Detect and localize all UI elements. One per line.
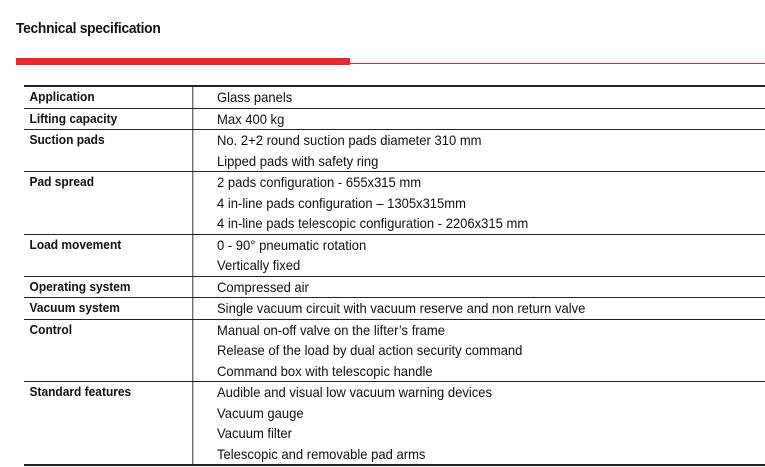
spec-label: Suction pads <box>24 130 193 171</box>
spec-value: Command box with telescopic handle <box>217 362 433 379</box>
spec-value: 0 - 90° pneumatic rotation <box>217 236 367 253</box>
spec-values <box>208 298 765 319</box>
spec-label: Application <box>24 87 193 108</box>
spec-value: Telescopic and removable pad arms <box>217 445 426 462</box>
spec-row <box>24 298 765 320</box>
spec-value: 4 in-line pads telescopic configuration - 2206x315 mm <box>217 215 529 231</box>
spec-row <box>24 109 765 131</box>
spec-values <box>208 172 765 234</box>
spec-label: Lifting capacity <box>24 109 193 130</box>
spec-row <box>24 172 765 235</box>
spec-value: Audible and visual low vacuum warning devices <box>217 384 493 400</box>
title-rule <box>16 58 765 66</box>
spec-value: Vacuum gauge <box>217 404 304 421</box>
spec-row <box>24 85 765 109</box>
spec-values <box>208 382 765 464</box>
spec-label: Load movement <box>24 235 193 276</box>
spec-value: Compressed air <box>217 278 309 295</box>
page-title: Technical specification <box>16 20 161 37</box>
spec-value: Release of the load by dual action security command <box>217 342 523 358</box>
spec-label: Pad spread <box>24 172 193 234</box>
spec-label: Control <box>24 320 193 382</box>
spec-values <box>208 87 765 108</box>
spec-value: No. 2+2 round suction pads diameter 310 mm <box>217 132 482 148</box>
spec-value: Vacuum filter <box>217 425 293 441</box>
spec-value: Lipped pads with safety ring <box>217 152 379 169</box>
spec-label: Standard features <box>24 382 193 464</box>
spec-values <box>208 130 765 171</box>
spec-values <box>208 109 765 130</box>
spec-row <box>24 320 765 383</box>
spec-value: Glass panels <box>217 89 293 105</box>
title-rule-thick <box>16 58 350 65</box>
spec-value: Single vacuum circuit with vacuum reserve and non return valve <box>217 300 586 316</box>
spec-label: Vacuum system <box>24 298 193 319</box>
spec-value: 2 pads configuration - 655x315 mm <box>217 174 422 190</box>
spec-value: 4 in-line pads configuration – 1305x315mm <box>217 194 466 211</box>
spec-values <box>208 235 765 276</box>
spec-value: Vertically fixed <box>217 257 301 273</box>
spec-row <box>24 382 765 466</box>
spec-label: Operating system <box>24 277 193 298</box>
spec-table <box>24 85 765 466</box>
spec-value: Manual on-off valve on the lifter’s frame <box>217 321 445 338</box>
spec-value: Max 400 kg <box>217 110 285 127</box>
spec-values <box>208 320 765 382</box>
spec-row <box>24 235 765 277</box>
spec-row <box>24 130 765 172</box>
spec-values <box>208 277 765 298</box>
spec-row <box>24 277 765 299</box>
title-rule-thin <box>350 63 765 64</box>
